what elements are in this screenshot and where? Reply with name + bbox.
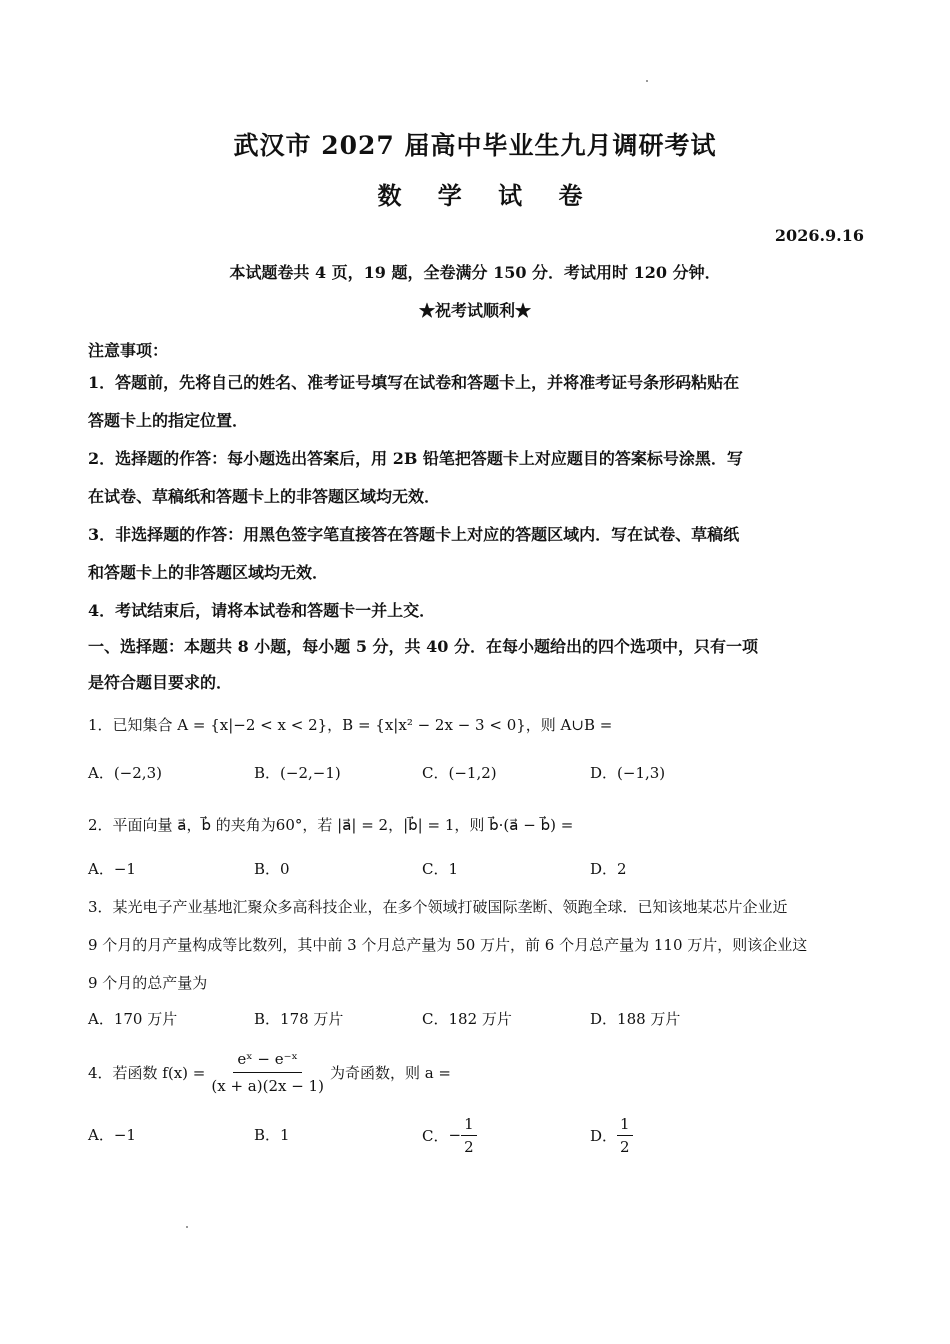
option-c [422,1112,477,1158]
option-d-fraction [617,1113,633,1158]
fraction-numerator: 1 [461,1113,477,1136]
question-4-suffix: 为奇函数，则 a = [329,1063,452,1082]
option-a: A．−1 [88,1126,136,1144]
notice-line: 1．答题前，先将自己的姓名、准考证号填写在试卷和答题卡上，并将准考证号条形码粘贴在 [88,373,740,392]
fraction-denominator: (x + a)(2x − 1) [211,1076,324,1095]
option-c-label: C． [422,1126,449,1145]
question-2-stem: 2．平面向量 a⃗，b⃗ 的夹角为60°，若 |a⃗| = 2，|b⃗| = 1，则 b⃗·(a⃗ − b⃗) = [88,816,574,834]
notice-line: 4．考试结束后，请将本试卷和答题卡一并上交． [88,601,436,620]
exam-intro: 本试题卷共 4 页，19 题，全卷满分 150 分．考试用时 120 分钟． [229,263,721,282]
section-heading: 一、选择题：本题共 8 小题，每小题 5 分，共 40 分．在每小题给出的四个选项中，只有一项 [88,637,758,656]
notice-heading: 注意事项： [88,341,169,360]
exam-wish: ★祝考试顺利★ [418,301,531,320]
option-c-sign: − [448,1126,462,1144]
option-c: C．1 [422,860,459,878]
question-1-options [88,762,868,792]
option-d: D．(−1,3) [590,764,666,782]
option-d [590,1112,633,1158]
question-3-options [88,1008,868,1038]
scan-dot [646,80,648,82]
fraction-denominator: 2 [620,1137,630,1156]
fraction-numerator: eˣ − e⁻ˣ [233,1046,302,1073]
fraction-denominator: 2 [464,1137,474,1156]
option-a: A．(−2,3) [88,764,162,782]
exam-title: 武汉市 2027 届高中毕业生九月调研考试 [233,131,717,160]
option-a: A．−1 [88,860,136,878]
option-d-label: D． [590,1126,618,1145]
notice-line: 2．选择题的作答：每小题选出答案后，用 2B 铅笔把答题卡上对应题目的答案标号涂黑．写 [88,449,743,468]
question-1-stem: 1．已知集合 A = {x|−2 < x < 2}，B = {x|x² − 2x − 3 < 0}，则 A∪B = [88,716,613,734]
question-4-fraction [211,1046,324,1099]
question-4-options [88,1112,868,1162]
notice-line: 在试卷、草稿纸和答题卡上的非答题区域均无效． [88,487,441,506]
question-3-stem: 9 个月的月产量构成等比数列，其中前 3 个月总产量为 50 万片，前 6 个月总产量为 110 万片，则该企业这 [88,936,808,954]
question-2-options [88,858,868,888]
exam-subtitle: 数 学 试 卷 [377,181,597,210]
notice-line: 3．非选择题的作答：用黑色签字笔直接答在答题卡上对应的答题区域内．写在试卷、草稿纸 [88,525,740,544]
option-d: D．188 万片 [590,1010,681,1028]
notice-line: 和答题卡上的非答题区域均无效． [88,563,329,582]
exam-date: 2026.9.16 [774,226,864,245]
option-a: A．170 万片 [88,1010,178,1028]
option-c: C．(−1,2) [422,764,497,782]
option-b: B．1 [254,1126,290,1144]
option-c: C．182 万片 [422,1010,512,1028]
option-b: B．(−2,−1) [254,764,341,782]
question-3-stem: 3．某光电子产业基地汇聚众多高科技企业，在多个领域打破国际垄断、领跑全球．已知该地某芯片企业近 [88,898,788,916]
question-3-stem: 9 个月的总产量为 [88,974,208,992]
question-4-stem [88,1042,868,1102]
section-heading-cont: 是符合题目要求的． [88,673,233,692]
fraction-numerator: 1 [617,1113,633,1136]
option-d: D．2 [590,860,627,878]
option-b: B．178 万片 [254,1010,344,1028]
notice-line: 答题卡上的指定位置． [88,411,249,430]
scan-dot [186,1226,188,1228]
option-b: B．0 [254,860,290,878]
option-c-fraction [461,1113,477,1158]
question-4-prefix: 4．若函数 f(x) = [88,1063,206,1082]
